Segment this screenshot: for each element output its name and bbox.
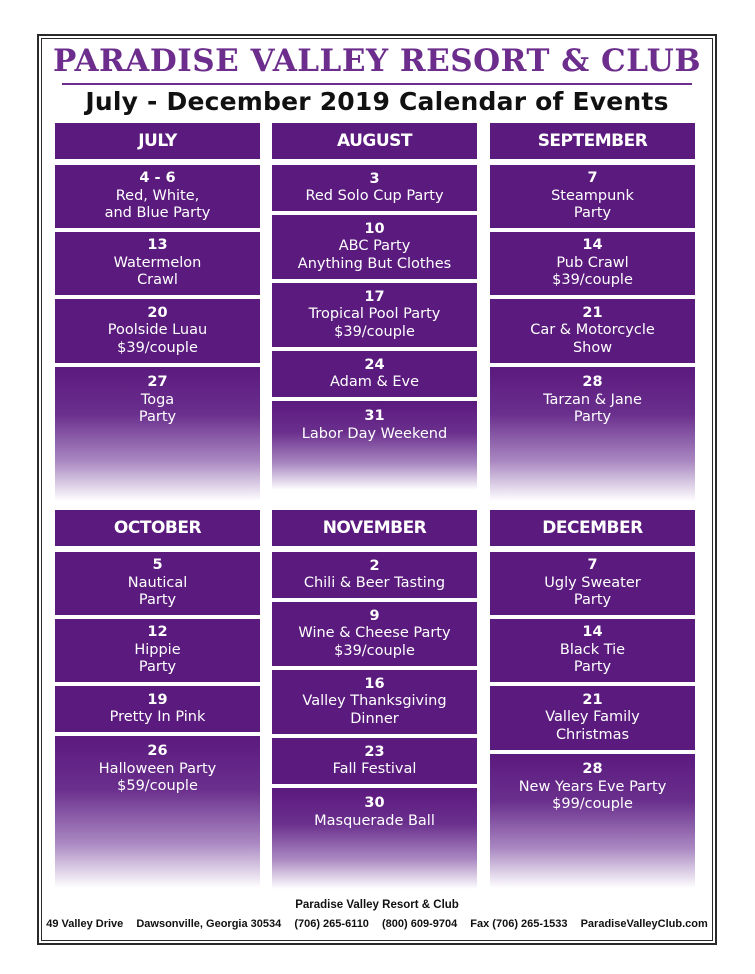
event-date: 31 (364, 408, 385, 424)
resort-title: PARADISE VALLEY RESORT & CLUB (52, 43, 702, 79)
event-name: Valley Family Christmas (545, 709, 640, 743)
event-item (272, 215, 477, 279)
event-list (55, 552, 260, 888)
footer-city: Dawsonville, Georgia 30534 (136, 918, 282, 930)
event-item (55, 619, 260, 682)
calendar-subtitle: July - December 2019 Calendar of Events (85, 87, 669, 116)
month-heading: SEPTEMBER (490, 123, 695, 159)
event-name: Hippie Party (134, 641, 181, 676)
event-list (272, 165, 477, 490)
event-date: 4 - 6 (139, 170, 176, 187)
footer-fax: Fax (706) 265-1533 (470, 918, 568, 930)
event-date: 20 (147, 304, 168, 321)
event-name: Tropical Pool Party $39/couple (308, 306, 441, 340)
event-date: 10 (364, 220, 385, 237)
event-name: Steampunk Party (551, 187, 634, 222)
event-item (55, 736, 260, 888)
event-name: Poolside Luau $39/couple (107, 322, 208, 356)
event-date: 12 (147, 624, 168, 641)
event-name: Ugly Sweater Party (544, 574, 641, 609)
event-list (272, 552, 477, 889)
event-item (490, 619, 695, 682)
event-date: 9 (369, 607, 380, 624)
event-item (55, 686, 260, 732)
event-name: Nautical Party (127, 574, 188, 609)
event-item (490, 299, 695, 363)
month-heading: AUGUST (272, 123, 477, 159)
event-item (490, 686, 695, 750)
event-date: 16 (364, 675, 385, 692)
event-item (490, 754, 695, 888)
month-july (55, 123, 260, 501)
event-name: Pretty In Pink (109, 709, 206, 725)
footer-phone-tollfree: (800) 609-9704 (382, 918, 458, 930)
footer-website: ParadiseValleyClub.com (580, 918, 708, 930)
month-heading: JULY (55, 123, 260, 159)
event-date: 27 (147, 374, 168, 390)
event-date: 28 (582, 761, 603, 777)
event-name: Watermelon Crawl (113, 254, 202, 289)
footer-address: 49 Valley Drive (46, 918, 124, 930)
event-item (272, 401, 477, 490)
event-name: Car & Motorcycle Show (530, 322, 655, 356)
event-date: 14 (582, 624, 603, 641)
event-item (272, 788, 477, 889)
event-name: New Years Eve Party $99/couple (518, 778, 667, 812)
event-item (272, 738, 477, 784)
footer-contact-line (41, 918, 713, 930)
event-name: Masquerade Ball (314, 812, 435, 829)
event-item (272, 552, 477, 598)
event-name: ABC Party Anything But Clothes (297, 238, 452, 272)
event-item (272, 165, 477, 211)
event-list (490, 552, 695, 888)
month-heading: NOVEMBER (272, 510, 477, 546)
event-item (55, 367, 260, 501)
event-date: 24 (364, 356, 385, 373)
event-item (55, 552, 260, 615)
month-september (490, 123, 695, 501)
footer-resort-name: Paradise Valley Resort & Club (295, 899, 459, 911)
event-name: Valley Thanksgiving Dinner (302, 693, 447, 727)
event-date: 26 (147, 743, 168, 759)
event-name: Fall Festival (332, 761, 417, 777)
event-name: Wine & Cheese Party $39/couple (298, 625, 451, 659)
event-name: Labor Day Weekend (301, 425, 448, 442)
month-october (55, 510, 260, 888)
event-name: Tarzan & Jane Party (543, 391, 642, 425)
event-date: 14 (582, 237, 603, 254)
event-date: 21 (582, 304, 603, 321)
event-date: 30 (364, 795, 385, 811)
event-date: 21 (582, 691, 603, 708)
event-date: 13 (147, 237, 168, 254)
event-name: Chili & Beer Tasting (303, 575, 446, 591)
event-item (490, 367, 695, 501)
event-list (55, 165, 260, 501)
event-item (272, 602, 477, 666)
event-item (272, 670, 477, 734)
event-name: Toga Party (138, 391, 177, 425)
month-december (490, 510, 695, 888)
event-name: Adam & Eve (329, 374, 420, 390)
event-date: 2 (369, 557, 380, 574)
event-item (490, 165, 695, 228)
month-august (272, 123, 477, 490)
event-name: Red, White, and Blue Party (104, 187, 211, 222)
event-item (55, 232, 260, 295)
event-item (272, 283, 477, 347)
event-name: Pub Crawl $39/couple (552, 254, 633, 289)
event-item (490, 232, 695, 295)
event-item (272, 351, 477, 397)
event-date: 3 (369, 170, 380, 187)
month-heading: DECEMBER (490, 510, 695, 546)
event-name: Black Tie Party (559, 641, 626, 676)
month-november (272, 510, 477, 889)
event-date: 28 (582, 374, 603, 390)
event-name: Red Solo Cup Party (305, 188, 444, 204)
event-item (55, 165, 260, 228)
event-item (55, 299, 260, 363)
event-date: 5 (152, 557, 163, 574)
event-item (490, 552, 695, 615)
event-date: 19 (147, 691, 168, 708)
event-name: Halloween Party $59/couple (98, 760, 217, 794)
event-date: 17 (364, 288, 385, 305)
event-date: 23 (364, 743, 385, 760)
month-heading: OCTOBER (55, 510, 260, 546)
footer-phone-local: (706) 265-6110 (294, 918, 369, 930)
event-date: 7 (587, 170, 598, 187)
event-list (490, 165, 695, 501)
event-date: 7 (587, 557, 598, 574)
